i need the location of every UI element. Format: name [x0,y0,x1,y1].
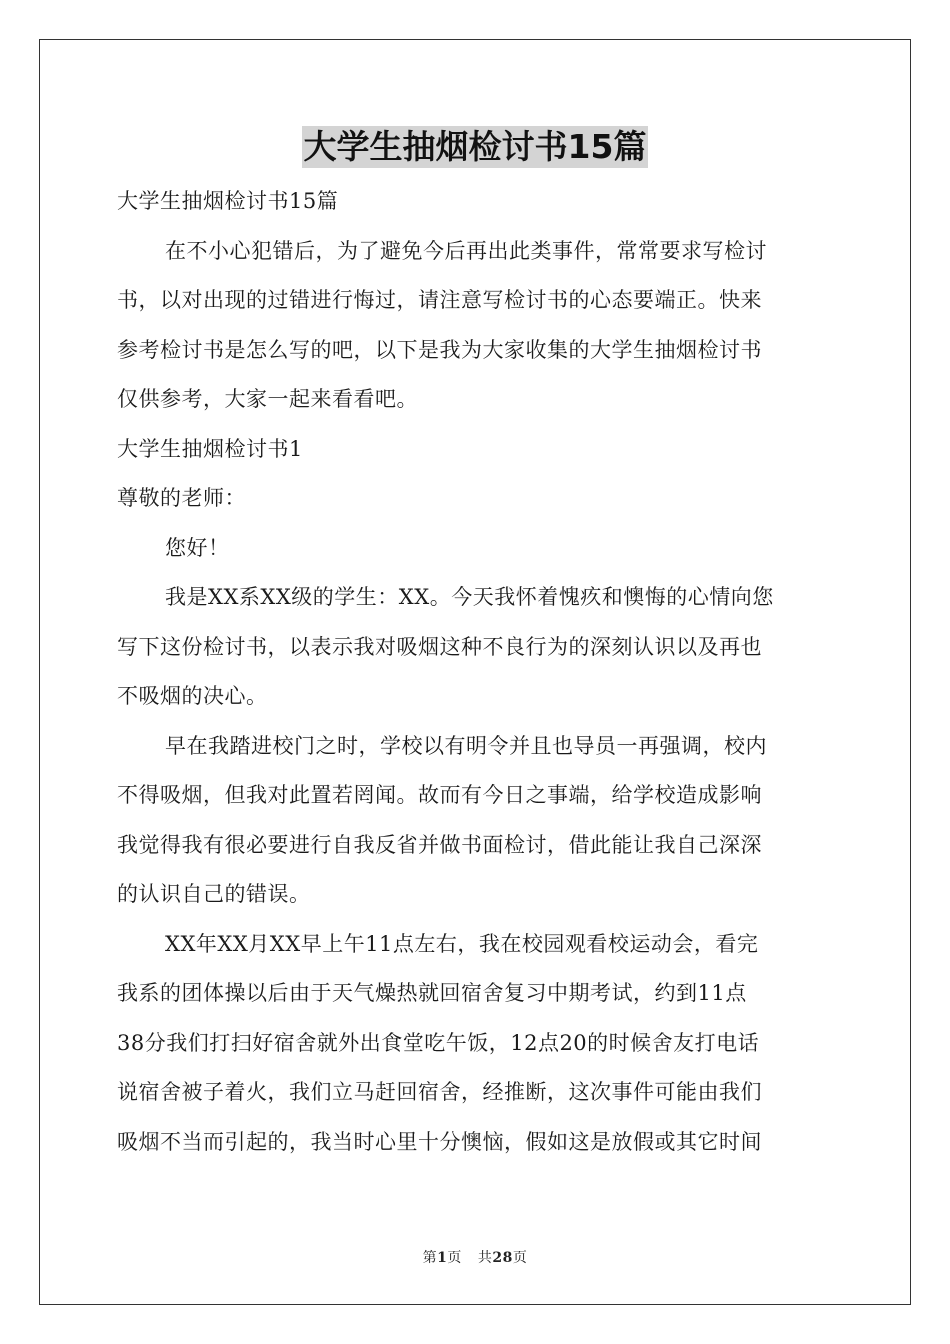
text-line: 不吸烟的决心。 [117,684,268,708]
page-label-prefix: 第 [422,1250,438,1266]
text-line: 我是XX系XX级的学生：XX。今天我怀着愧疚和懊悔的心情向您 [165,585,774,609]
document-title: 大学生抽烟检讨书15篇 [303,127,647,166]
text-line: 大学生抽烟检讨书15篇 [117,189,339,213]
text-line: 早在我踏进校门之时，学校以有明令并且也导员一再强调，校内 [165,733,767,758]
text-line: 在不小心犯错后，为了避免今后再出此类事件，常常要求写检讨 [165,238,767,263]
text-line: XX年XX月XX早上午11点左右，我在校园观看校运动会，看完 [165,931,759,956]
total-label-prefix: 共 [477,1250,493,1266]
text-line: 您好！ [165,535,230,560]
text-line: 写下这份检讨书，以表示我对吸烟这种不良行为的深刻认识以及再也 [117,634,762,659]
text-line: 吸烟不当而引起的，我当时心里十分懊恼，假如这是放假或其它时间 [117,1129,762,1154]
document-body [117,177,837,1167]
page-footer [0,1247,950,1267]
title-container [0,126,950,168]
page-number: 1 [437,1250,448,1266]
total-label-suffix: 页 [512,1250,528,1266]
text-line: 仅供参考，大家一起来看看吧。 [117,387,418,411]
text-line: 38分我们打扫好宿舍就外出食堂吃午饭，12点20的时候舍友打电话 [117,1030,760,1055]
text-line: 参考检讨书是怎么写的吧，以下是我为大家收集的大学生抽烟检讨书 [117,337,762,362]
page-label-suffix: 页 [447,1250,462,1266]
text-line: 尊敬的老师： [117,486,246,510]
text-line: 书，以对出现的过错进行悔过，请注意写检讨书的心态要端正。快来 [117,288,762,312]
text-line: 说宿舍被子着火，我们立马赶回宿舍，经推断，这次事件可能由我们 [117,1080,762,1104]
page-total: 28 [492,1250,513,1266]
text-line: 不得吸烟，但我对此置若罔闻。故而有今日之事端，给学校造成影响 [117,783,762,807]
text-line: 我系的团体操以后由于天气燥热就回宿舍复习中期考试，约到11点 [117,981,747,1005]
text-line: 大学生抽烟检讨书1 [117,436,303,461]
text-line: 我觉得我有很必要进行自我反省并做书面检讨，借此能让我自己深深 [117,832,762,857]
text-line: 的认识自己的错误。 [117,882,311,906]
